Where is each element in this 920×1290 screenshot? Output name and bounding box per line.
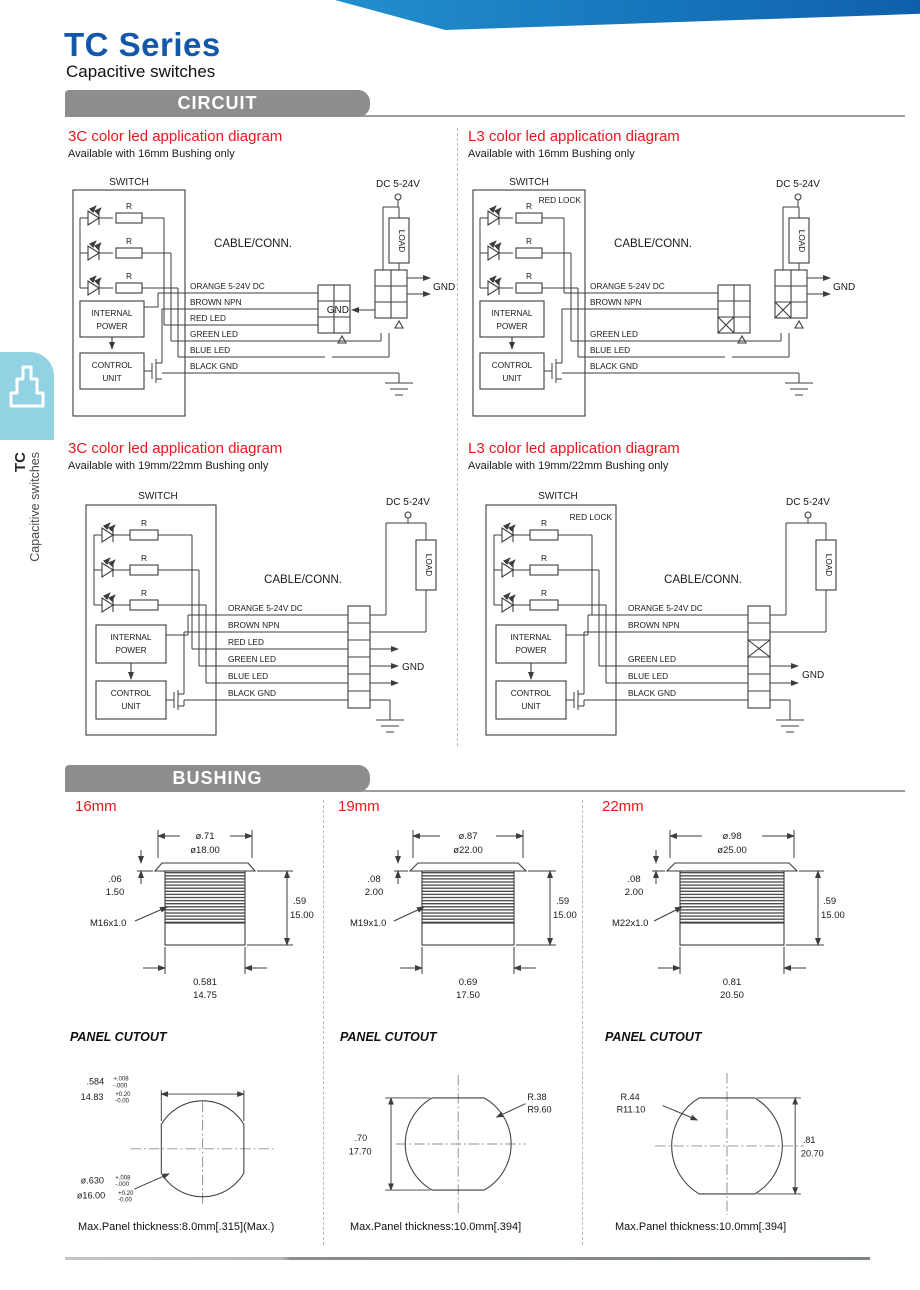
svg-text:ø.98: ø.98 — [722, 831, 742, 842]
svg-text:R: R — [141, 553, 147, 563]
svg-text:ORANGE 5-24V DC: ORANGE 5-24V DC — [190, 281, 265, 291]
svg-text:GREEN LED: GREEN LED — [590, 329, 638, 339]
svg-text:.59: .59 — [823, 896, 837, 907]
svg-text:ø.87: ø.87 — [458, 831, 478, 842]
svg-text:BROWN NPN: BROWN NPN — [190, 297, 242, 307]
diagram-title: L3 color led application diagram — [468, 128, 680, 145]
connector — [718, 285, 750, 343]
bushing-size-22: 22mm — [602, 798, 644, 815]
footer-rule — [65, 1257, 870, 1260]
svg-text:UNIT: UNIT — [502, 373, 522, 383]
mosfet-symbol — [144, 359, 162, 383]
svg-text:R: R — [141, 518, 147, 528]
sidebar-series: TC — [12, 452, 29, 472]
svg-text:15.00: 15.00 — [290, 910, 314, 921]
svg-text:CABLE/CONN.: CABLE/CONN. — [264, 574, 342, 586]
panel-cutout-title-19: PANEL CUTOUT — [340, 1030, 437, 1044]
svg-text:-.000: -.000 — [113, 1083, 128, 1090]
svg-text:CONTROL: CONTROL — [491, 360, 533, 370]
ground-symbol — [385, 383, 413, 395]
svg-text:BROWN NPN: BROWN NPN — [590, 297, 642, 307]
bushing-size-19: 19mm — [338, 798, 380, 815]
svg-text:CONTROL: CONTROL — [510, 688, 552, 698]
diagram-subtitle: Available with 19mm/22mm Bushing only — [68, 460, 269, 472]
svg-text:-.000: -.000 — [115, 1182, 129, 1189]
diagram-title: 3C color led application diagram — [68, 128, 283, 145]
svg-text:RED LED: RED LED — [228, 637, 264, 647]
svg-text:GREEN LED: GREEN LED — [190, 329, 238, 339]
panel-cutout-drawing-22mm — [602, 1048, 852, 1216]
svg-text:RED LED: RED LED — [190, 313, 226, 323]
internal-power-box — [480, 301, 544, 337]
svg-text:INTERNAL: INTERNAL — [91, 308, 133, 318]
panel-cutout-title-22: PANEL CUTOUT — [605, 1030, 702, 1044]
resistors — [516, 201, 542, 293]
svg-text:1.50: 1.50 — [105, 887, 125, 898]
svg-text:ø22.00: ø22.00 — [453, 845, 483, 856]
bushing-collar — [165, 923, 245, 945]
bushing-thread — [680, 871, 784, 923]
svg-text:SWITCH: SWITCH — [538, 491, 578, 502]
svg-text:0.581: 0.581 — [193, 977, 217, 988]
svg-text:ORANGE 5-24V DC: ORANGE 5-24V DC — [228, 603, 303, 613]
svg-text:17.70: 17.70 — [348, 1146, 372, 1157]
svg-text:RED LOCK: RED LOCK — [538, 195, 581, 205]
led-symbol — [494, 523, 530, 612]
diagram-subtitle: Available with 16mm Bushing only — [468, 148, 635, 160]
svg-text:R: R — [526, 201, 532, 211]
svg-text:ø.71: ø.71 — [195, 831, 215, 842]
svg-text:BROWN NPN: BROWN NPN — [628, 620, 680, 630]
dc-terminal — [395, 194, 401, 200]
led-symbol — [80, 206, 113, 295]
svg-text:R11.10: R11.10 — [616, 1104, 646, 1115]
resistors — [530, 518, 558, 610]
svg-text:BLUE LED: BLUE LED — [590, 345, 631, 355]
svg-text:CONTROL: CONTROL — [110, 688, 152, 698]
capacitive-switch-icon — [0, 352, 54, 440]
svg-text:DC 5-24V: DC 5-24V — [786, 497, 830, 508]
bushing-flange — [410, 863, 526, 871]
circuit-diagram-3c-19-22mm — [68, 440, 488, 755]
svg-text:R.44: R.44 — [620, 1091, 640, 1102]
resistors — [130, 518, 158, 610]
panel-thickness-note-19: Max.Panel thickness:10.0mm[.394] — [350, 1221, 522, 1233]
svg-text:GND: GND — [833, 282, 856, 293]
connector — [748, 606, 770, 708]
led-symbol — [94, 523, 130, 612]
connector — [775, 270, 807, 328]
svg-text:+0.20: +0.20 — [118, 1190, 134, 1197]
bushing-thread — [422, 871, 514, 923]
svg-text:R: R — [126, 236, 132, 246]
svg-text:GREEN LED: GREEN LED — [228, 654, 276, 664]
svg-text:ø.630: ø.630 — [80, 1175, 104, 1186]
control-unit-box — [480, 353, 544, 389]
panel-cutout-title-16: PANEL CUTOUT — [70, 1030, 167, 1044]
connector — [375, 270, 407, 328]
bushing-flange — [667, 863, 797, 871]
page-title: TC Series — [64, 26, 221, 63]
bushing-size-16: 16mm — [75, 798, 117, 815]
svg-text:.59: .59 — [556, 896, 570, 907]
svg-text:BLACK GND: BLACK GND — [628, 688, 676, 698]
svg-text:ORANGE 5-24V DC: ORANGE 5-24V DC — [628, 603, 703, 613]
schematic-3c-16mm — [68, 173, 458, 428]
svg-text:.08: .08 — [627, 874, 641, 885]
svg-text:SWITCH: SWITCH — [509, 177, 549, 188]
svg-text:20.50: 20.50 — [720, 990, 744, 1001]
svg-text:17.50: 17.50 — [456, 990, 480, 1001]
circuit-section-title: CIRCUIT — [65, 90, 370, 117]
svg-text:BLACK GND: BLACK GND — [228, 688, 276, 698]
svg-text:-0.00: -0.00 — [115, 1098, 129, 1105]
diagram-title: L3 color led application diagram — [468, 440, 680, 457]
svg-text:R9.60: R9.60 — [527, 1104, 552, 1115]
panel-thickness-note-16: Max.Panel thickness:8.0mm[.315](Max.) — [78, 1221, 275, 1233]
svg-text:SWITCH: SWITCH — [138, 491, 178, 502]
mosfet-symbol — [166, 690, 184, 710]
circuit-diagram-l3-16mm — [468, 128, 858, 428]
schematic-l3-19-22mm — [468, 485, 888, 755]
internal-power-box — [496, 625, 566, 663]
svg-text:R.38: R.38 — [527, 1091, 547, 1102]
ground-symbol — [776, 720, 804, 732]
svg-text:2.00: 2.00 — [364, 887, 384, 898]
svg-text:.06: .06 — [108, 874, 122, 885]
svg-text:R: R — [526, 271, 532, 281]
svg-text:CABLE/CONN.: CABLE/CONN. — [614, 238, 692, 250]
svg-text:R: R — [141, 588, 147, 598]
svg-text:DC 5-24V: DC 5-24V — [386, 497, 430, 508]
svg-text:GND: GND — [326, 305, 349, 316]
internal-power-box — [80, 301, 144, 337]
connector — [348, 606, 370, 708]
svg-text:POWER: POWER — [96, 321, 128, 331]
page-subtitle: Capacitive switches — [66, 62, 216, 81]
svg-text:CABLE/CONN.: CABLE/CONN. — [664, 574, 742, 586]
control-unit-box — [96, 681, 166, 719]
ground-symbol — [376, 720, 404, 732]
diagram-title: 3C color led application diagram — [68, 440, 283, 457]
svg-text:14.83: 14.83 — [80, 1091, 104, 1102]
svg-text:R: R — [526, 236, 532, 246]
internal-power-box — [96, 625, 166, 663]
panel-cutout-drawing-19mm — [338, 1048, 588, 1216]
svg-text:14.75: 14.75 — [193, 990, 217, 1001]
svg-text:LOAD: LOAD — [397, 229, 407, 253]
sidebar-series-label: Capacitive switches — [28, 452, 42, 562]
ground-symbol — [785, 383, 813, 395]
svg-text:.81: .81 — [802, 1135, 816, 1146]
bushing-collar — [422, 923, 514, 945]
svg-text:.08: .08 — [367, 874, 381, 885]
bushing-collar — [680, 923, 784, 945]
svg-text:15.00: 15.00 — [821, 910, 845, 921]
svg-text:LOAD: LOAD — [797, 229, 807, 253]
svg-text:-0.00: -0.00 — [118, 1197, 132, 1204]
diagram-subtitle: Available with 19mm/22mm Bushing only — [468, 460, 669, 472]
svg-text:LOAD: LOAD — [824, 553, 834, 577]
svg-text:M16x1.0: M16x1.0 — [90, 918, 127, 929]
circuit-diagram-l3-19-22mm — [468, 440, 888, 755]
panel-thickness-note-22: Max.Panel thickness:10.0mm[.394] — [615, 1221, 787, 1233]
bushing-drawing-16mm — [85, 822, 325, 1007]
svg-text:GREEN LED: GREEN LED — [628, 654, 676, 664]
svg-text:20.70: 20.70 — [800, 1148, 824, 1159]
svg-text:BLACK GND: BLACK GND — [190, 361, 238, 371]
svg-text:R: R — [541, 553, 547, 563]
bushing-section-header — [65, 765, 905, 792]
svg-text:.70: .70 — [354, 1133, 368, 1144]
control-unit-box — [80, 353, 144, 389]
svg-text:ø18.00: ø18.00 — [190, 845, 220, 856]
svg-text:LOAD: LOAD — [424, 553, 434, 577]
svg-text:0.81: 0.81 — [722, 977, 742, 988]
bushing-thread — [165, 871, 245, 923]
svg-text:INTERNAL: INTERNAL — [491, 308, 533, 318]
resistors — [116, 201, 142, 293]
svg-text:BLUE LED: BLUE LED — [190, 345, 231, 355]
svg-text:+0.20: +0.20 — [115, 1092, 131, 1098]
series-tab — [0, 352, 54, 440]
control-unit-box — [496, 681, 566, 719]
bushing-drawing-19mm — [348, 822, 588, 1007]
svg-text:UNIT: UNIT — [121, 701, 141, 711]
bushing-section-title: BUSHING — [65, 765, 370, 792]
svg-text:BLUE LED: BLUE LED — [228, 671, 269, 681]
svg-text:+.008: +.008 — [115, 1175, 131, 1182]
svg-text:.584: .584 — [86, 1076, 105, 1087]
circuit-section-header — [65, 90, 905, 117]
svg-text:R: R — [126, 271, 132, 281]
svg-text:BLACK GND: BLACK GND — [590, 361, 638, 371]
svg-text:GND: GND — [433, 282, 456, 293]
svg-text:POWER: POWER — [115, 645, 147, 655]
svg-text:R: R — [541, 518, 547, 528]
svg-text:UNIT: UNIT — [102, 373, 122, 383]
svg-text:RED LOCK: RED LOCK — [569, 512, 612, 522]
svg-text:0.69: 0.69 — [458, 977, 478, 988]
bushing-drawing-22mm — [612, 822, 852, 1007]
panel-cutout-drawing-16mm — [68, 1048, 318, 1216]
svg-text:BROWN NPN: BROWN NPN — [228, 620, 280, 630]
svg-text:GND: GND — [402, 662, 425, 673]
svg-text:15.00: 15.00 — [553, 910, 577, 921]
circuit-diagram-3c-16mm — [68, 128, 458, 428]
led-symbol — [480, 206, 513, 295]
svg-text:DC 5-24V: DC 5-24V — [376, 179, 420, 190]
svg-text:.59: .59 — [293, 896, 307, 907]
dc-terminal — [805, 512, 811, 518]
dc-terminal — [795, 194, 801, 200]
svg-text:BLUE LED: BLUE LED — [628, 671, 669, 681]
bushing-flange — [155, 863, 255, 871]
svg-text:CABLE/CONN.: CABLE/CONN. — [214, 238, 292, 250]
schematic-l3-16mm — [468, 173, 858, 428]
svg-text:INTERNAL: INTERNAL — [110, 632, 152, 642]
svg-text:UNIT: UNIT — [521, 701, 541, 711]
mosfet-symbol — [544, 359, 562, 383]
svg-text:INTERNAL: INTERNAL — [510, 632, 552, 642]
mosfet-symbol — [566, 690, 584, 710]
dc-terminal — [405, 512, 411, 518]
svg-text:ø16.00: ø16.00 — [76, 1190, 106, 1201]
svg-text:CONTROL: CONTROL — [91, 360, 133, 370]
svg-text:POWER: POWER — [496, 321, 528, 331]
svg-text:2.00: 2.00 — [624, 887, 644, 898]
diagram-subtitle: Available with 16mm Bushing only — [68, 148, 235, 160]
svg-text:R: R — [126, 201, 132, 211]
svg-text:ø25.00: ø25.00 — [717, 845, 747, 856]
svg-text:POWER: POWER — [515, 645, 547, 655]
svg-text:SWITCH: SWITCH — [109, 177, 149, 188]
svg-text:ORANGE 5-24V DC: ORANGE 5-24V DC — [590, 281, 665, 291]
svg-text:M19x1.0: M19x1.0 — [350, 918, 387, 929]
svg-text:R: R — [541, 588, 547, 598]
svg-text:DC 5-24V: DC 5-24V — [776, 179, 820, 190]
svg-text:+.008: +.008 — [113, 1076, 129, 1083]
schematic-3c-19-22mm — [68, 485, 488, 755]
svg-text:GND: GND — [802, 670, 825, 681]
svg-text:M22x1.0: M22x1.0 — [612, 918, 649, 929]
